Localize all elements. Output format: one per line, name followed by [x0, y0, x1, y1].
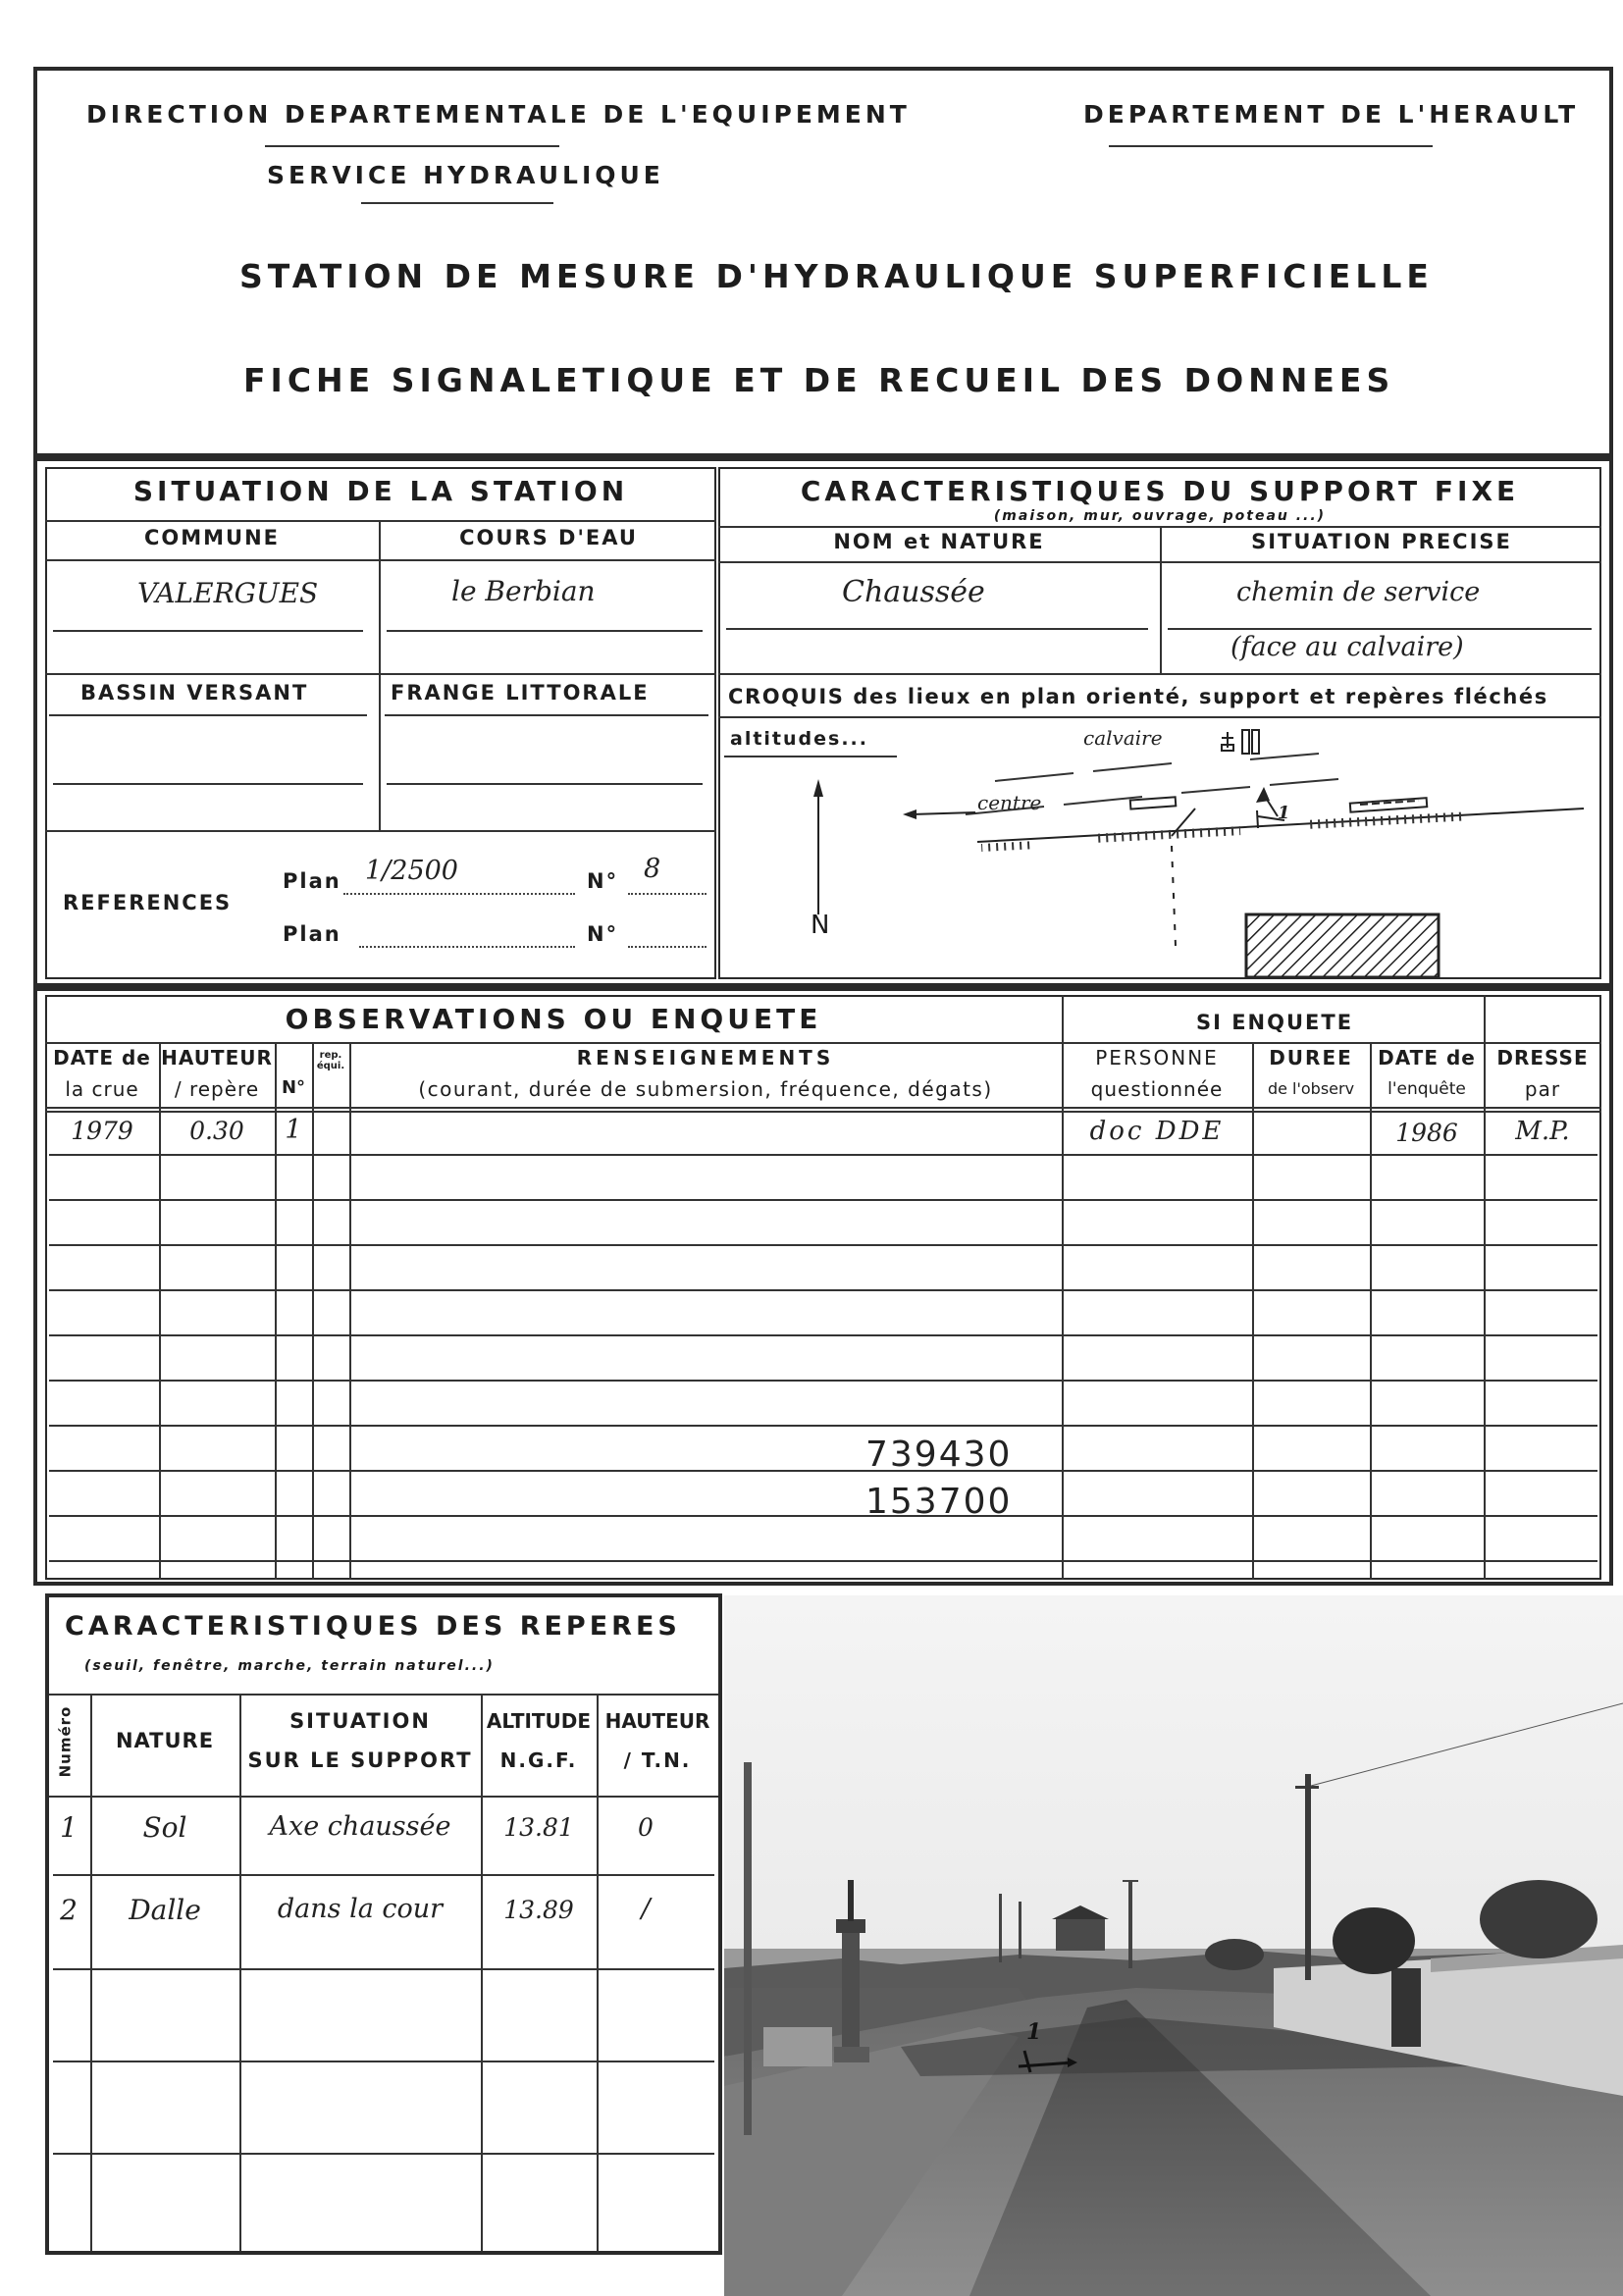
reperes-heading: CARACTERISTIQUES DES REPERES — [65, 1611, 681, 1642]
nom-value: Chaussée — [842, 575, 985, 609]
obs-header-rule — [45, 1107, 1601, 1109]
references-label: REFERENCES — [63, 891, 233, 914]
reperes-row-2-hauteur: / — [641, 1894, 651, 1924]
obs-row-rule-4 — [49, 1289, 1597, 1291]
obs-row-rule-10 — [49, 1560, 1597, 1562]
situation-value-1: chemin de service — [1236, 577, 1481, 607]
nom-label: NOM et NATURE — [833, 530, 1045, 553]
underline-service — [361, 202, 553, 204]
obs-row-rule-2 — [49, 1199, 1597, 1201]
building-hatched — [1246, 914, 1439, 977]
col-hauteur-2: / repère — [174, 1077, 260, 1101]
nom-line-1 — [726, 628, 1148, 630]
no1-value: 8 — [644, 854, 661, 884]
reperes-col-2 — [239, 1694, 241, 2251]
col-rep: rep. équi. — [316, 1050, 345, 1071]
page-title: STATION DE MESURE D'HYDRAULIQUE SUPERFICIELLE — [239, 257, 1434, 295]
plan1-dots — [343, 893, 575, 895]
obs-row-rule-8 — [49, 1470, 1597, 1472]
reperes-row-rule-3 — [53, 2061, 714, 2062]
reperes-row-rule-2 — [53, 1968, 714, 1970]
si-enquete-label: SI ENQUETE — [1195, 1011, 1354, 1034]
col-situation-1: SITUATION — [289, 1709, 431, 1733]
plan1-value: 1/2500 — [365, 856, 458, 886]
situation-precise-label: SITUATION PRECISE — [1251, 530, 1512, 553]
reperes-row-1-nature: Sol — [142, 1811, 187, 1844]
frange-label: FRANGE LITTORALE — [391, 681, 650, 704]
header-left-org: DIRECTION DEPARTEMENTALE DE L'EQUIPEMENT — [86, 100, 911, 129]
underline-equipement — [265, 145, 559, 147]
col-rens-1: RENSEIGNEMENTS — [576, 1046, 835, 1070]
obs-row-1-date: 1979 — [71, 1117, 133, 1145]
support-croquis-rule — [718, 673, 1601, 675]
commune-value: VALERGUES — [137, 577, 319, 609]
col-dresse-1: DRESSE — [1496, 1046, 1589, 1070]
reperes-heading-note: (seuil, fenêtre, marche, terrain naturel...) — [84, 1658, 495, 1674]
col-dateenq-1: DATE de — [1378, 1046, 1476, 1070]
bassin-label: BASSIN VERSANT — [80, 681, 309, 704]
croquis-sketch — [720, 718, 1599, 977]
col-hauteur-1: HAUTEUR — [161, 1046, 273, 1070]
support-heading: CARACTERISTIQUES DU SUPPORT FIXE — [800, 475, 1520, 507]
reperes-row-1-numero: 1 — [60, 1811, 78, 1844]
obs-col-6 — [1252, 1042, 1254, 1580]
obs-row-rule-9 — [49, 1515, 1597, 1517]
col-numero: Numéro — [56, 1705, 75, 1778]
plan2-label: Plan — [283, 922, 341, 946]
reperes-row-rule-1 — [53, 1874, 714, 1876]
obs-row-rule-6 — [49, 1380, 1597, 1382]
reperes-col-3 — [481, 1694, 483, 2251]
header-right-org: DEPARTEMENT DE L'HERAULT — [1083, 100, 1580, 129]
situation-value-2: (face au calvaire) — [1230, 632, 1464, 662]
sketch-centre: centre — [977, 791, 1042, 814]
obs-row-1-personne: doc DDE — [1089, 1117, 1225, 1146]
obs-col-3 — [312, 1042, 314, 1580]
obs-row-rule-1 — [49, 1154, 1597, 1156]
reperes-row-2-situation: dans la cour — [277, 1894, 444, 1924]
no1-label: N° — [587, 869, 619, 893]
col-date-2: la crue — [65, 1077, 139, 1101]
obs-header-rule-2 — [45, 1111, 1601, 1113]
calvaire-symbol — [1222, 730, 1259, 754]
col-hauteur-tn-2: / T.N. — [623, 1748, 692, 1772]
commune-label: COMMUNE — [143, 526, 281, 549]
reperes-row-1-situation: Axe chaussée — [269, 1811, 451, 1842]
obs-row-1-no: 1 — [285, 1115, 302, 1145]
col-nature: NATURE — [115, 1729, 215, 1752]
reperes-header-bottom-rule — [49, 1796, 718, 1798]
obs-col-4 — [349, 1042, 351, 1580]
reperes-col-1 — [90, 1694, 92, 2251]
altitudes-label: altitudes... — [730, 728, 868, 750]
reperes-row-1-hauteur: 0 — [638, 1813, 654, 1842]
situation-label-rule — [45, 559, 716, 561]
reperes-row-rule-4 — [53, 2153, 714, 2155]
underline-departement — [1109, 145, 1433, 147]
situation-line-1 — [1168, 628, 1592, 630]
col-personne-2: questionnée — [1090, 1077, 1224, 1101]
obs-row-1-hauteur: 0.30 — [189, 1117, 244, 1145]
obs-note-2: 153700 — [865, 1482, 1013, 1522]
obs-row-rule-7 — [49, 1425, 1597, 1427]
frange-line-1 — [387, 783, 703, 785]
reperes-row-1-altitude: 13.81 — [503, 1813, 574, 1842]
plan2-dots — [359, 946, 575, 948]
obs-row-1-date-enquete: 1986 — [1395, 1119, 1458, 1147]
reperes-row-2-altitude: 13.89 — [503, 1896, 574, 1924]
sketch-marker: 1 — [1278, 803, 1290, 823]
commune-line-1 — [53, 630, 363, 632]
site-photo — [724, 1595, 1623, 2296]
obs-row-1-dresse: M.P. — [1515, 1117, 1570, 1146]
support-divider — [1160, 526, 1162, 673]
cours-line-1 — [387, 630, 703, 632]
col-situation-2: SUR LE SUPPORT — [247, 1748, 473, 1772]
sketch-north: N — [811, 911, 830, 940]
obs-heading-rule — [45, 1042, 1601, 1044]
page-subtitle: FICHE SIGNALETIQUE ET DE RECUEIL DES DONNEES — [243, 361, 1395, 399]
col-duree-1: DUREE — [1269, 1046, 1353, 1070]
photo-marker: 1 — [1026, 2019, 1042, 2045]
situation-divider — [379, 520, 381, 830]
col-dresse-2: par — [1524, 1077, 1561, 1101]
col-altitude-2: N.G.F. — [499, 1748, 578, 1772]
situation-ref-rule — [45, 830, 716, 832]
no2-label: N° — [587, 922, 619, 946]
plan1-label: Plan — [283, 869, 341, 893]
sketch-calvaire: calvaire — [1083, 726, 1163, 750]
col-altitude-1: ALTITUDE — [486, 1709, 592, 1733]
header-left-service: SERVICE HYDRAULIQUE — [267, 161, 664, 189]
no1-dots — [628, 893, 707, 895]
observations-heading: OBSERVATIONS OU ENQUETE — [285, 1003, 822, 1035]
bassin-rule — [49, 714, 367, 716]
frange-rule — [385, 714, 708, 716]
obs-note-1: 739430 — [865, 1435, 1013, 1475]
bassin-line-1 — [53, 783, 363, 785]
col-dateenq-2: l'enquête — [1387, 1079, 1466, 1099]
col-personne-1: PERSONNE — [1095, 1046, 1219, 1070]
obs-row-rule-3 — [49, 1244, 1597, 1246]
no2-dots — [628, 946, 707, 948]
col-duree-2: de l'observ — [1267, 1079, 1355, 1098]
situation-mid-rule — [45, 673, 716, 675]
col-no: N° — [281, 1077, 306, 1098]
cours-label: COURS D'EAU — [459, 526, 638, 549]
situation-heading: SITUATION DE LA STATION — [132, 475, 629, 507]
col-hauteur-tn-1: HAUTEUR — [604, 1709, 710, 1733]
reperes-row-2-numero: 2 — [60, 1894, 78, 1926]
obs-row-rule-5 — [49, 1334, 1597, 1336]
support-heading-note: (maison, mur, ouvrage, poteau ...) — [993, 508, 1327, 524]
cours-value: le Berbian — [451, 575, 596, 607]
col-rens-2: (courant, durée de submersion, fréquence, dégats) — [418, 1077, 993, 1101]
reperes-header-top-rule — [49, 1694, 718, 1696]
reperes-col-4 — [597, 1694, 599, 2251]
col-date-1: DATE de — [53, 1046, 151, 1070]
croquis-label: CROQUIS des lieux en plan orienté, support et repères fléchés — [728, 685, 1548, 708]
situation-heading-rule — [45, 520, 716, 522]
reperes-row-2-nature: Dalle — [129, 1894, 201, 1926]
